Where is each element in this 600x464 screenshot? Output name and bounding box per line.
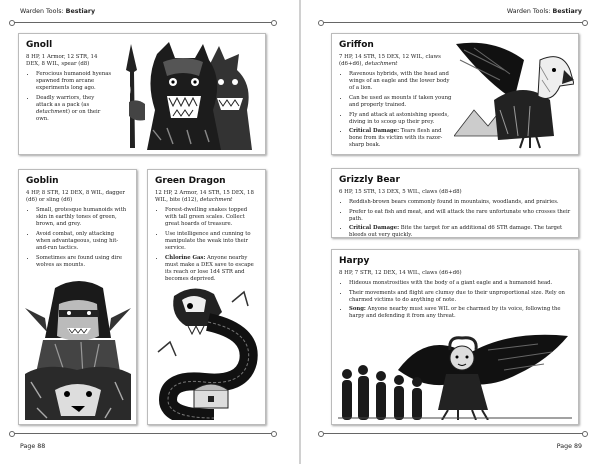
entry-stats-goblin: 4 HP, 8 STR, 12 DEX, 8 WIL, dagger (d6) or sling (d6) <box>26 190 125 204</box>
footer-rule-left <box>14 433 272 434</box>
entry-stats-harpy: 8 HP, 7 STR, 12 DEX, 14 WIL, claws (d6+d6) <box>339 270 462 276</box>
entry-bullets-grizzly-bear <box>339 199 571 238</box>
list-item: • Their movements and flight are clumsy due to their unproportional size. Rely on charmed victims to do anything of note. <box>349 290 571 304</box>
list-item: • Can be used as mounts if taken young and properly trained. <box>349 95 453 109</box>
entry-title-griffon: Griffon <box>339 40 374 50</box>
page-number-left: Page 88 <box>20 443 46 450</box>
list-item: • Critical Damage: Tears flesh and bone from its victim with its razor-sharp beak. <box>349 128 453 149</box>
entry-stats-grizzly-bear: 6 HP, 15 STR, 13 DEX, 5 WIL, claws (d8+d8) <box>339 189 462 195</box>
running-head-right: Warden Tools: Bestiary <box>506 8 582 15</box>
header-rule-left <box>14 22 272 23</box>
entry-title-harpy: Harpy <box>339 256 370 266</box>
list-item: • Fly and attack at astonishing speeds, diving in to scoop up their prey. <box>349 112 453 126</box>
list-item: • Ferocious humanoid hyenas spawned from arcane experiments long ago. <box>36 71 112 92</box>
griffon-illustration <box>454 40 574 150</box>
footer-rule-right <box>323 433 583 434</box>
entry-bullets-griffon <box>339 71 453 149</box>
entry-stats-green-dragon: 12 HP, 2 Armor, 14 STR, 15 DEX, 18 WIL, bite (d12), detachment <box>155 190 254 204</box>
goblin-illustration <box>25 278 131 420</box>
running-head-left: Warden Tools: Bestiary <box>20 8 96 15</box>
entry-bullets-green-dragon <box>155 207 258 282</box>
list-item: • Small, grotesque humanoids with skin in earthly tones of green, brown, and grey. <box>36 207 129 228</box>
entry-title-green-dragon: Green Dragon <box>155 176 226 186</box>
list-item: • Song: Anyone nearby must save WIL or be charmed by its voice, following the harpy and defending it from any threat. <box>349 306 571 320</box>
page-number-right: Page 89 <box>556 443 582 450</box>
card-goblin <box>18 169 137 425</box>
list-item: • Sometimes are found using dire wolves as mounts. <box>36 255 129 269</box>
left-page <box>0 0 299 464</box>
list-item: • Deadly warriors, they attack as a pack (as detachment) or on their own. <box>36 95 112 123</box>
list-item: • Chlorine Gas: Anyone nearby must make a DEX save to escape its reach or lose 1d4 STR and becomes deprived. <box>165 255 258 283</box>
list-item: • Critical Damage: Bite the target for an additional d6 STR damage. The target bleeds out very quickly. <box>349 225 571 238</box>
entry-bullets-goblin <box>26 207 129 268</box>
list-item: • Reddish-brown bears commonly found in mountains, woodlands, and prairies. <box>349 199 571 206</box>
gnoll-illustration <box>117 40 259 150</box>
list-item: • Forest-dwelling snakes topped with tall green scales. Collect great hoards of treasure. <box>165 207 258 228</box>
card-grizzly-bear <box>331 168 579 238</box>
list-item: • Prefer to eat fish and meat, and will attack the rare unfortunate who crosses their path. <box>349 209 571 223</box>
entry-stats-griffon: 7 HP, 14 STR, 15 DEX, 12 WIL, claws (d6+d6), detachment <box>339 54 441 68</box>
green-dragon-illustration <box>154 282 260 420</box>
harpy-illustration <box>338 330 572 420</box>
card-green-dragon <box>147 169 266 425</box>
list-item: • Ravenous hybrids, with the head and wings of an eagle and the lower body of a lion. <box>349 71 453 92</box>
entry-title-goblin: Goblin <box>26 176 59 186</box>
card-harpy <box>331 249 579 425</box>
card-gnoll <box>18 33 266 155</box>
entry-stats-gnoll: 8 HP, 1 Armor, 12 STR, 14 DEX, 8 WIL, spear (d8) <box>26 54 98 68</box>
entry-title-grizzly-bear: Grizzly Bear <box>339 175 400 185</box>
right-page <box>301 0 600 464</box>
list-item: • Avoid combat, only attacking when advantageous, using hit-and-run tactics. <box>36 231 129 252</box>
entry-title-gnoll: Gnoll <box>26 40 53 50</box>
entry-bullets-gnoll <box>26 71 112 123</box>
list-item: • Use intelligence and cunning to manipulate the weak into their service. <box>165 231 258 252</box>
card-griffon <box>331 33 579 155</box>
entry-bullets-harpy <box>339 280 571 320</box>
list-item: • Hideous monstrosities with the body of a giant eagle and a humanoid head. <box>349 280 571 287</box>
header-rule-right <box>323 22 583 23</box>
